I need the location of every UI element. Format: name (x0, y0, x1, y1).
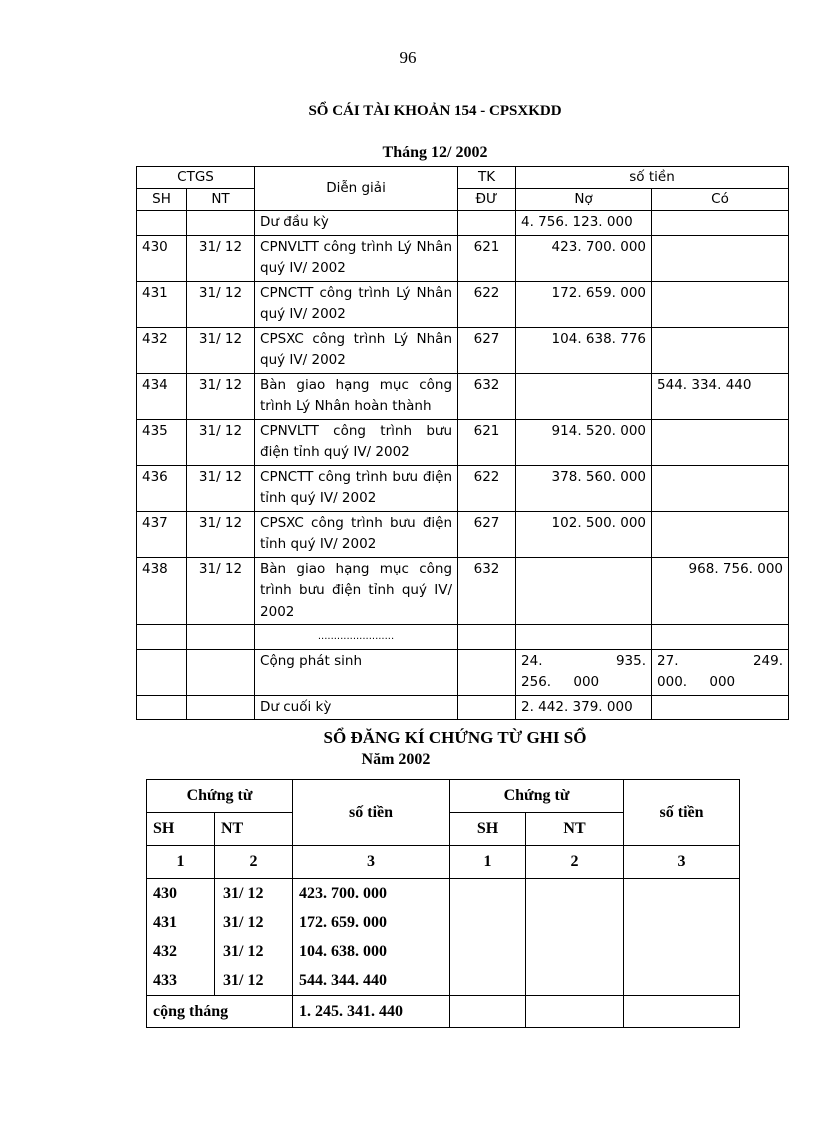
page-number: 96 (399, 48, 417, 67)
header-ctgs: CTGS (137, 167, 255, 189)
opening-balance-row (137, 211, 789, 236)
row-sh: 435 (137, 419, 187, 465)
dots: ........................ (255, 625, 458, 650)
row-debit (516, 373, 652, 419)
row-debit: 423. 700. 000 (516, 235, 652, 281)
row-desc: CPNVLTT công trình bưu điện tỉnh quý IV/ 2002 (255, 419, 458, 465)
table-row (137, 281, 789, 327)
total-debit: 24. 935. 256. 000 (516, 649, 652, 695)
reg-header-nt-1: NT (215, 813, 293, 846)
header-tk: TK (458, 167, 516, 189)
reg-header-so-tien-1: số tiền (293, 780, 450, 846)
reg-header-nt-2: NT (526, 813, 624, 846)
col-number: 1 (147, 846, 215, 879)
row-credit: 968. 756. 000 (652, 557, 789, 625)
table-row (147, 937, 740, 966)
reg-row-amount: 172. 659. 000 (293, 908, 450, 937)
reg-header-chung-tu-2: Chứng từ (450, 780, 624, 813)
reg-header-sh-1: SH (147, 813, 215, 846)
reg-row-sh: 430 (147, 879, 215, 909)
reg-row-nt: 31/ 12 (215, 908, 293, 937)
reg-row-nt: 31/ 12 (215, 937, 293, 966)
table-row (147, 966, 740, 996)
header-dien-giai: Diễn giải (255, 167, 458, 211)
reg-row-sh: 433 (147, 966, 215, 996)
row-tk: 621 (458, 419, 516, 465)
row-desc: CPNVLTT công trình Lý Nhân quý IV/ 2002 (255, 235, 458, 281)
row-tk: 632 (458, 557, 516, 625)
reg-row-nt: 31/ 12 (215, 966, 293, 996)
header-no: Nợ (516, 189, 652, 211)
registry-table (146, 779, 740, 1028)
col-number: 3 (293, 846, 450, 879)
row-tk: 632 (458, 373, 516, 419)
row-nt: 31/ 12 (187, 511, 255, 557)
row-debit (516, 557, 652, 625)
registry-title: SỔ ĐĂNG KÍ CHỨNG TỪ GHI SỔ (323, 728, 587, 747)
table-row (147, 879, 740, 909)
row-desc: CPNCTT công trình Lý Nhân quý IV/ 2002 (255, 281, 458, 327)
row-desc: CPSXC công trình bưu điện tỉnh quý IV/ 2002 (255, 511, 458, 557)
row-sh: 436 (137, 465, 187, 511)
header-so-tien: số tiền (516, 167, 789, 189)
row-credit: 544. 334. 440 (652, 373, 789, 419)
row-debit: 104. 638. 776 (516, 327, 652, 373)
row-credit (652, 511, 789, 557)
row-tk: 622 (458, 281, 516, 327)
row-sh: 434 (137, 373, 187, 419)
ledger-title: SỔ CÁI TÀI KHOẢN 154 - CPSXKDD (308, 103, 562, 119)
closing-label: Dư cuối kỳ (255, 695, 458, 720)
ledger-period: Tháng 12/ 2002 (382, 144, 488, 161)
row-desc: CPSXC công trình Lý Nhân quý IV/ 2002 (255, 327, 458, 373)
table-row (147, 908, 740, 937)
row-credit (652, 235, 789, 281)
reg-total-amount: 1. 245. 341. 440 (293, 996, 450, 1028)
closing-debit: 2. 442. 379. 000 (516, 695, 652, 720)
table-row (137, 373, 789, 419)
opening-label: Dư đầu kỳ (255, 211, 458, 236)
row-nt: 31/ 12 (187, 281, 255, 327)
table-row (137, 235, 789, 281)
total-row (137, 649, 789, 695)
reg-row-amount: 544. 344. 440 (293, 966, 450, 996)
row-desc: CPNCTT công trình bưu điện tỉnh quý IV/ 2002 (255, 465, 458, 511)
table-row (137, 557, 789, 625)
header-nt: NT (187, 189, 255, 211)
reg-row-nt: 31/ 12 (215, 879, 293, 909)
registry-year: Năm 2002 (361, 751, 431, 768)
header-co: Có (652, 189, 789, 211)
row-debit: 914. 520. 000 (516, 419, 652, 465)
reg-total-label: cộng tháng (147, 996, 293, 1028)
row-credit (652, 281, 789, 327)
row-nt: 31/ 12 (187, 235, 255, 281)
row-nt: 31/ 12 (187, 419, 255, 465)
row-tk: 621 (458, 235, 516, 281)
row-tk: 622 (458, 465, 516, 511)
total-credit: 27. 249. 000. 000 (652, 649, 789, 695)
reg-total-row (147, 996, 740, 1028)
col-number: 3 (624, 846, 740, 879)
col-number: 2 (215, 846, 293, 879)
reg-row-sh: 431 (147, 908, 215, 937)
row-debit: 378. 560. 000 (516, 465, 652, 511)
column-number-row (147, 846, 740, 879)
reg-row-sh: 432 (147, 937, 215, 966)
reg-header-sh-2: SH (450, 813, 526, 846)
row-tk: 627 (458, 511, 516, 557)
row-sh: 432 (137, 327, 187, 373)
col-number: 1 (450, 846, 526, 879)
row-sh: 431 (137, 281, 187, 327)
row-tk: 627 (458, 327, 516, 373)
table-row (137, 327, 789, 373)
row-nt: 31/ 12 (187, 373, 255, 419)
reg-header-chung-tu-1: Chứng từ (147, 780, 293, 813)
row-sh: 438 (137, 557, 187, 625)
row-sh: 430 (137, 235, 187, 281)
row-nt: 31/ 12 (187, 465, 255, 511)
row-desc: Bàn giao hạng mục công trình bưu điện tỉnh quý IV/ 2002 (255, 557, 458, 625)
row-nt: 31/ 12 (187, 557, 255, 625)
dots-row (137, 625, 789, 650)
row-nt: 31/ 12 (187, 327, 255, 373)
row-credit (652, 419, 789, 465)
total-label: Cộng phát sinh (255, 649, 458, 695)
header-sh: SH (137, 189, 187, 211)
row-desc: Bàn giao hạng mục công trình Lý Nhân hoàn thành (255, 373, 458, 419)
table-row (137, 465, 789, 511)
table-row (137, 511, 789, 557)
row-credit (652, 327, 789, 373)
opening-debit: 4. 756. 123. 000 (516, 211, 652, 236)
table-row (137, 419, 789, 465)
header-du: ĐƯ (458, 189, 516, 211)
col-number: 2 (526, 846, 624, 879)
row-credit (652, 465, 789, 511)
row-debit: 172. 659. 000 (516, 281, 652, 327)
row-debit: 102. 500. 000 (516, 511, 652, 557)
closing-balance-row (137, 695, 789, 720)
ledger-table (136, 166, 789, 720)
reg-header-so-tien-2: số tiền (624, 780, 740, 846)
reg-row-amount: 104. 638. 000 (293, 937, 450, 966)
reg-row-amount: 423. 700. 000 (293, 879, 450, 909)
row-sh: 437 (137, 511, 187, 557)
